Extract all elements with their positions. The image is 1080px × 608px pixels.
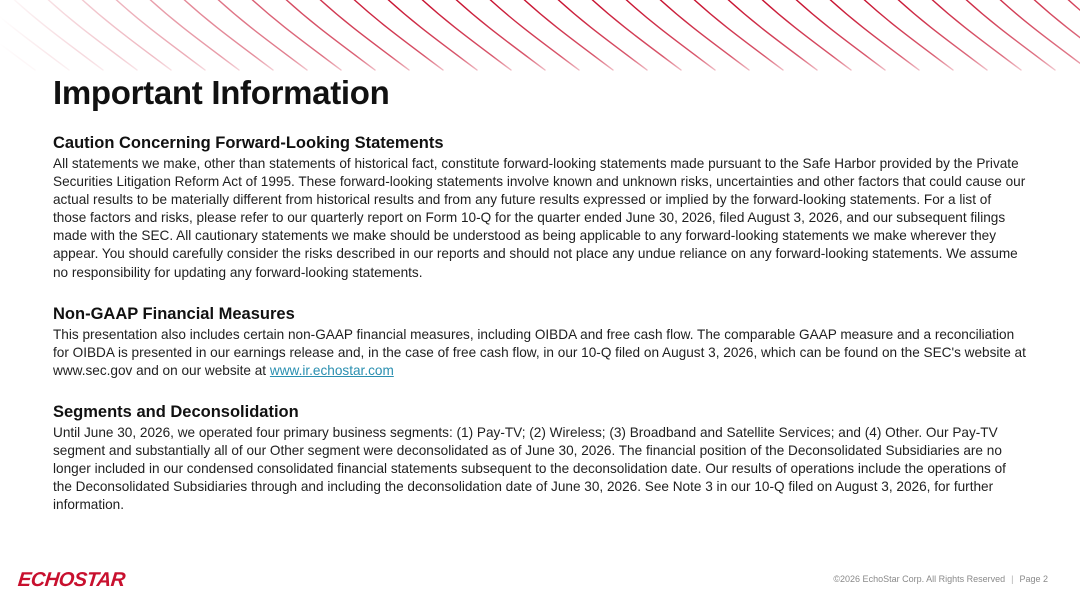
page-number: Page 2: [1019, 574, 1048, 584]
footer-separator: |: [1011, 574, 1014, 584]
section-heading: Non-GAAP Financial Measures: [53, 304, 295, 323]
section-heading: Segments and Deconsolidation: [53, 402, 299, 421]
section-body: All statements we make, other than statements of historical fact, constitute forward-looking statements made pursuant to the Safe Harbor provided by the Private Securities Litigation Reform Act of 1995. These forward-looking statements involve known and unknown risks, uncertainties and other factors that could cause our actual results to be materially different from historical results and from any future results expressed or implied by the forward-looking statements. For a list of those factors and risks, please refer to our quarterly report on Form 10-Q for the quarter ended June 30, 2026, filed August 3, 2026, and our subsequent filings made with the SEC. All cautionary statements we make should be understood as being applicable to any forward-looking statements we make wherever they appear. You should carefully consider the risks described in our reports and should not place any undue reliance on any forward-looking statements. We assume no responsibility for updating any forward-looking statements.: [53, 156, 1026, 280]
content-area: [53, 133, 1028, 536]
section-body-text: This presentation also includes certain non-GAAP financial measures, including OIBDA and free cash flow. The comparable GAAP measure and a reconciliation for OIBDA is presented in our earnings release and, in the case of free cash flow, in our 10-Q filed on August 3, 2026, which can be found on the SEC's website at www.sec.gov and on our website at: [53, 326, 1026, 378]
non-gaap-section: [53, 304, 1028, 380]
page-title: Important Information: [53, 74, 390, 111]
segments-section: [53, 402, 1028, 514]
section-body: [53, 326, 1028, 380]
copyright-text: ©2026 EchoStar Corp. All Rights Reserved: [833, 574, 1006, 584]
echostar-logo: ECHOSTAR: [16, 569, 126, 591]
footer-info: [833, 574, 1048, 584]
section-body: Until June 30, 2026, we operated four primary business segments: (1) Pay-TV; (2) Wireless; (3) Broadband and Satellite Services; and (4) Other. Our Pay-TV segment and substantially all of our Other segment were deconsolidated as of June 30, 2026. The financial position of the Deconsolidated Subsidiaries are no longer included in our condensed consolidated financial statements subsequent to the deconsolidation date. Our results of operations include the operations of the Deconsolidated Subsidiaries through and including the deconsolidation date of June 30, 2026. See Note 3 in our 10-Q filed on August 3, 2026, for further information.: [53, 424, 1006, 513]
forward-looking-section: [53, 133, 1028, 282]
header-wave-decoration: [0, 0, 1080, 80]
section-heading: Caution Concerning Forward-Looking Statements: [53, 134, 444, 152]
ir-website-link[interactable]: www.ir.echostar.com: [269, 362, 394, 378]
